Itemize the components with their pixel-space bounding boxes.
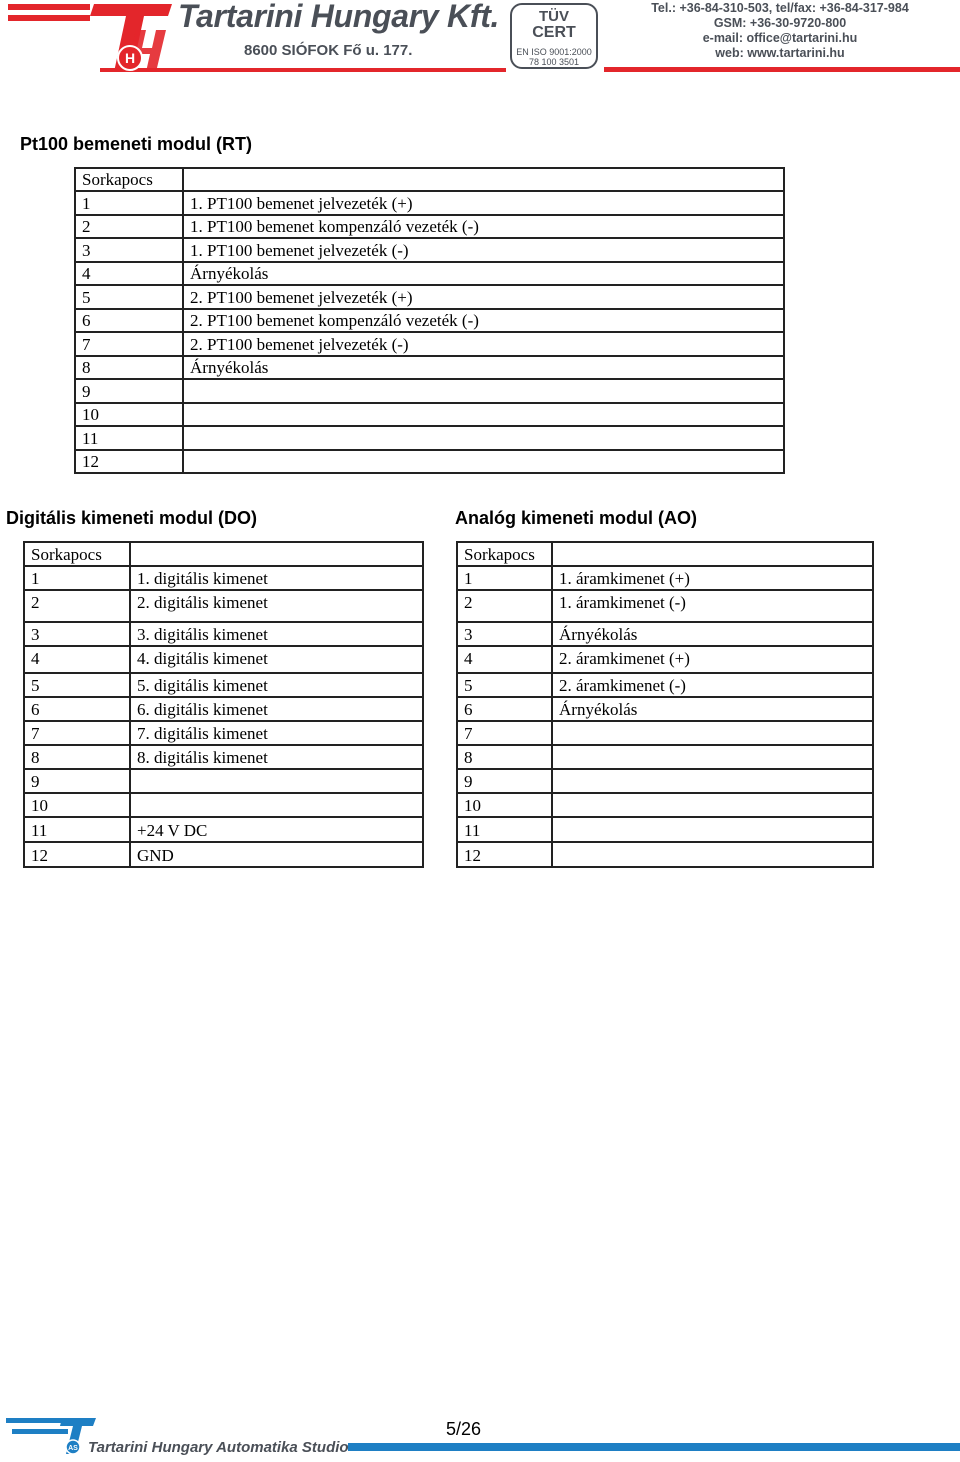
terminal-description: 1. áramkimenet (-) [552,590,873,622]
terminal-number: 1 [457,566,552,590]
terminal-number: 6 [75,309,183,332]
certificate-number: 78 100 3501 [528,57,580,67]
table-row [457,745,873,769]
table-row [457,697,873,721]
terminal-description [130,769,423,793]
terminal-description [183,379,784,403]
table-row [457,769,873,793]
terminal-number: 8 [75,356,183,379]
terminal-description: 7. digitális kimenet [130,721,423,745]
table-row [457,721,873,745]
header-cell: Sorkapocs [24,542,130,566]
terminal-number: 6 [24,697,130,721]
rt-terminal-table [74,167,785,474]
header-cell-empty [552,542,873,566]
terminal-description [552,721,873,745]
header-right-stripe [604,67,960,72]
terminal-description [183,450,784,473]
terminal-number: 6 [457,697,552,721]
terminal-description: +24 V DC [130,817,423,842]
terminal-number: 9 [75,379,183,403]
terminal-number: 8 [457,745,552,769]
table-row [24,590,423,622]
terminal-description [552,745,873,769]
terminal-number: 5 [75,285,183,309]
terminal-description [552,769,873,793]
contact-tel: Tel.: +36-84-310-503, tel/fax: +36-84-317-984 [651,1,909,15]
cert-line: CERT [532,24,576,41]
table-row [75,262,784,285]
tartarini-logo-icon [84,2,174,74]
terminal-description [552,793,873,817]
table-row [24,817,423,842]
terminal-description: 8. digitális kimenet [130,745,423,769]
ao-terminal-table [456,541,874,868]
terminal-description: 5. digitális kimenet [130,673,423,697]
table-row [75,356,784,379]
rt-module-title: Pt100 bemeneti modul (RT) [20,134,253,154]
terminal-number: 12 [457,842,552,867]
terminal-description: 6. digitális kimenet [130,697,423,721]
terminal-number: 9 [457,769,552,793]
terminal-description [183,426,784,450]
terminal-description [183,403,784,426]
table-row [24,769,423,793]
terminal-number: 3 [24,622,130,646]
table-row [24,745,423,769]
terminal-number: 4 [24,646,130,673]
table-row [457,817,873,842]
table-row [75,285,784,309]
terminal-number: 2 [75,215,183,238]
iso-standard: EN ISO 9001:2000 [516,47,592,57]
terminal-description [552,842,873,867]
terminal-number: 11 [24,817,130,842]
terminal-description: GND [130,842,423,867]
terminal-description: Árnyékolás [183,262,784,285]
terminal-description [552,817,873,842]
terminal-description: Árnyékolás [552,697,873,721]
terminal-number: 10 [457,793,552,817]
terminal-number: 12 [75,450,183,473]
table-row [24,622,423,646]
terminal-number: 7 [24,721,130,745]
terminal-description: 1. PT100 bemenet jelvezeték (+) [183,191,784,215]
terminal-description: 2. PT100 bemenet jelvezeték (+) [183,285,784,309]
terminal-description: 4. digitális kimenet [130,646,423,673]
do-terminal-table [23,541,424,868]
terminal-description: 2. PT100 bemenet jelvezeték (-) [183,332,784,356]
table-row [457,622,873,646]
ao-module-title: Analóg kimeneti modul (AO) [455,508,698,528]
table-row [75,426,784,450]
table-row [24,697,423,721]
header-left-stripes [8,4,90,21]
do-module-title: Digitális kimeneti modul (DO) [6,508,258,528]
contact-email: e-mail: office@tartarini.hu [702,31,858,45]
terminal-description: 2. áramkimenet (+) [552,646,873,673]
tuv-line: TÜV [539,8,569,25]
terminal-description: 1. PT100 bemenet kompenzáló vezeték (-) [183,215,784,238]
tuv-certificate-badge [510,3,598,69]
terminal-number: 2 [24,590,130,622]
terminal-number: 5 [24,673,130,697]
table-row [457,566,873,590]
terminal-number: 3 [75,238,183,262]
table-row [457,646,873,673]
terminal-number: 8 [24,745,130,769]
table-row [24,793,423,817]
terminal-description: 2. digitális kimenet [130,590,423,622]
table-row [75,215,784,238]
svg-text:AS: AS [68,1445,78,1452]
terminal-description: 1. digitális kimenet [130,566,423,590]
table-row [457,842,873,867]
terminal-number: 1 [75,191,183,215]
page-number: 5/26 [446,1419,482,1439]
table-header-row [75,168,784,191]
table-row [75,191,784,215]
table-row [24,566,423,590]
table-row [24,673,423,697]
company-name: Tartarini Hungary Kft. [178,0,500,34]
table-row [75,379,784,403]
footer-company-name: Tartarini Hungary Automatika Studio [88,1439,349,1456]
header-cell: Sorkapocs [457,542,552,566]
table-row [24,646,423,673]
terminal-description [130,793,423,817]
terminal-description: Árnyékolás [552,622,873,646]
table-row [457,793,873,817]
table-row [75,403,784,426]
terminal-number: 11 [75,426,183,450]
terminal-description: 3. digitális kimenet [130,622,423,646]
terminal-number: 10 [75,403,183,426]
terminal-number: 10 [24,793,130,817]
terminal-number: 11 [457,817,552,842]
header-cell-empty [130,542,423,566]
table-header-row [24,542,423,566]
table-row [24,842,423,867]
table-row [457,590,873,622]
svg-text:H: H [124,50,136,66]
terminal-description: 2. áramkimenet (-) [552,673,873,697]
header-cell: Sorkapocs [75,168,183,191]
contact-block [605,1,955,61]
terminal-description: 1. PT100 bemenet jelvezeték (-) [183,238,784,262]
terminal-number: 4 [457,646,552,673]
contact-gsm: GSM: +36-30-9720-800 [713,16,847,30]
terminal-number: 5 [457,673,552,697]
contact-web: web: www.tartarini.hu [715,46,845,60]
table-row [457,673,873,697]
table-row [75,238,784,262]
table-header-row [457,542,873,566]
terminal-number: 7 [457,721,552,745]
terminal-number: 1 [24,566,130,590]
terminal-description: Árnyékolás [183,356,784,379]
terminal-number: 7 [75,332,183,356]
table-row [75,332,784,356]
header-cell-empty [183,168,784,191]
table-row [75,450,784,473]
table-row [24,721,423,745]
table-row [75,309,784,332]
terminal-description: 2. PT100 bemenet kompenzáló vezeték (-) [183,309,784,332]
company-address: 8600 SIÓFOK Fő u. 177. [244,42,413,59]
terminal-number: 4 [75,262,183,285]
terminal-description: 1. áramkimenet (+) [552,566,873,590]
terminal-number: 9 [24,769,130,793]
terminal-number: 3 [457,622,552,646]
terminal-number: 12 [24,842,130,867]
terminal-number: 2 [457,590,552,622]
